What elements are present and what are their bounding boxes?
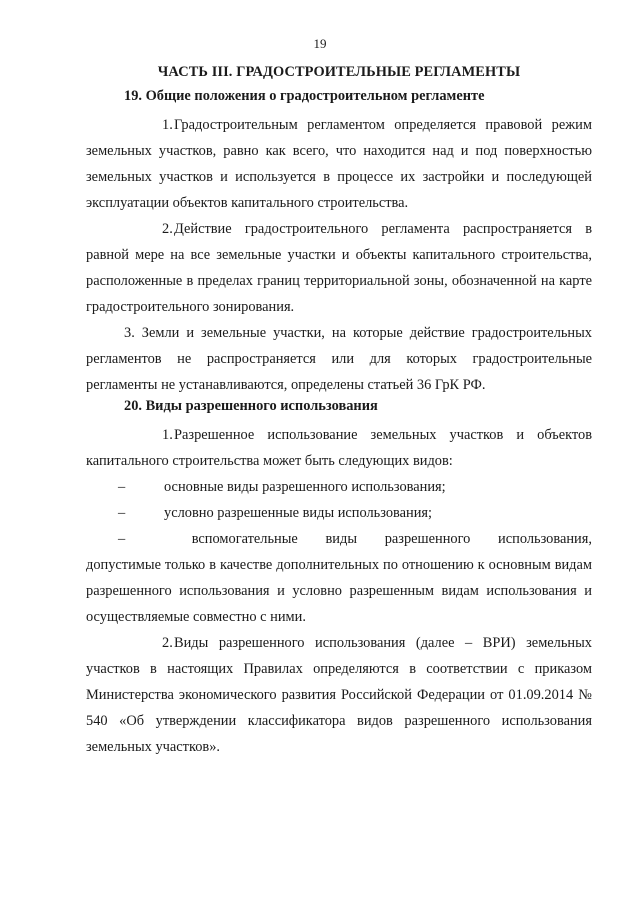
section-19-paragraph-2 xyxy=(86,216,592,320)
bullet-word: вспомогательные xyxy=(191,531,298,547)
paragraph-text: Виды разрешенного использования (далее – ВРИ) земельных участков в настоящих Правилах определяются в соответствии с приказом Министерства экономического развития Российской Федерации от 01.09.2014 № 540 «Об утверждении классификатора видов разрешенного использования земельных участков». xyxy=(86,635,592,755)
bullet-item-conditional xyxy=(86,500,592,526)
bullet-first-line xyxy=(86,526,592,552)
bullet-text: основные виды разрешенного использования; xyxy=(164,479,446,495)
bullet-dash: – xyxy=(118,531,126,547)
section-20-paragraph-2 xyxy=(86,630,592,760)
bullet-text: условно разрешенные виды использования; xyxy=(164,505,433,521)
section-20-paragraph-1 xyxy=(86,422,592,474)
bullet-dash: – xyxy=(118,479,126,495)
paragraph-text: Разрешенное использование земельных участков и объектов капитального строительства может быть следующих видов: xyxy=(86,427,592,469)
paragraph-number: 2. xyxy=(162,221,173,237)
paragraph-number: 2. xyxy=(162,635,173,651)
section-19-title: 19. Общие положения о градостроительном регламенте xyxy=(124,88,485,104)
paragraph-number: 1. xyxy=(162,427,173,443)
part-title: ЧАСТЬ III. ГРАДОСТРОИТЕЛЬНЫЕ РЕГЛАМЕНТЫ xyxy=(157,64,521,80)
bullet-continuation: допустимые только в качестве дополнительных по отношению к основным видам разрешенного использования и условно разрешенным видам использования и осуществляемые совместно с ними. xyxy=(86,557,592,625)
paragraph-text: Действие градостроительного регламента распространяется в равной мере на все земельные участки и объекты капитального строительства, расположенные в пределах границ территориальной зоны, обозначенной на карте градостроительного зонирования. xyxy=(86,221,592,315)
section-19-paragraph-1 xyxy=(86,112,592,216)
bullet-word: разрешенного xyxy=(384,531,471,547)
bullet-item-auxiliary xyxy=(86,526,592,630)
section-20-title: 20. Виды разрешенного использования xyxy=(124,398,378,414)
page-number: 19 xyxy=(313,36,327,51)
bullet-item-main xyxy=(86,474,592,500)
bullet-word: использования, xyxy=(498,531,592,547)
paragraph-text: Градостроительным регламентом определяется правовой режим земельных участков, равно как всего, что находится над и под поверхностью земельных участков и используется в процессе их застройки и последующей эксплуатации объектов капитального строительства. xyxy=(86,117,592,211)
bullet-dash: – xyxy=(118,505,126,521)
bullet-word: виды xyxy=(325,531,357,547)
section-19-paragraph-3: 3. Земли и земельные участки, на которые действие градостроительных регламентов не распространяется или для которых градостроительные регламенты не устанавливаются, определены статьей 36 ГрК РФ. xyxy=(86,325,592,393)
paragraph-number: 1. xyxy=(162,117,173,133)
